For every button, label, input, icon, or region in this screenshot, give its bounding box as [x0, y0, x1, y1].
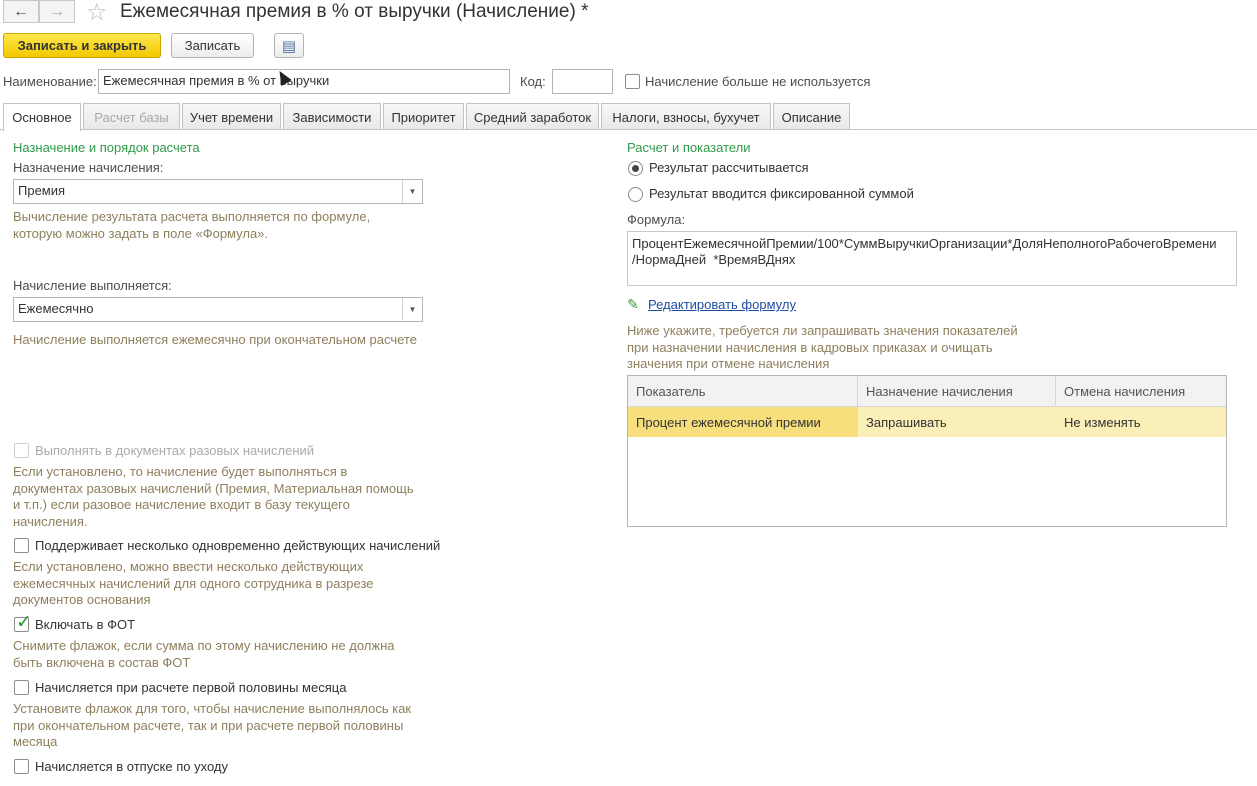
- purpose-hint: Вычисление результата расчета выполняется по формуле, которую можно задать в поле «Формула».: [13, 209, 371, 241]
- name-input[interactable]: Ежемесячная премия в % от выручки: [98, 69, 510, 94]
- dropdown-arrow-icon[interactable]: ▼: [402, 298, 422, 321]
- tab-time-accounting[interactable]: Учет времени: [182, 103, 281, 130]
- table-cell-assignment[interactable]: Запрашивать: [866, 414, 947, 430]
- edit-formula-link[interactable]: Редактировать формулу: [648, 297, 796, 312]
- pencil-icon: ✎: [627, 296, 639, 312]
- purpose-label: Назначение начисления:: [13, 160, 164, 175]
- tab-taxes[interactable]: Налоги, взносы, бухучет: [601, 103, 771, 130]
- executed-hint: Начисление выполняется ежемесячно при окончательном расчете: [13, 332, 417, 347]
- back-arrow-icon: ←: [13, 2, 29, 20]
- table-row[interactable]: [628, 407, 1226, 437]
- executed-value: Ежемесячно: [18, 301, 94, 316]
- tab-priority[interactable]: Приоритет: [383, 103, 464, 130]
- code-label: Код:: [520, 74, 546, 89]
- column-header-indicator[interactable]: Показатель: [628, 376, 858, 407]
- document-button[interactable]: [274, 33, 304, 58]
- table-cell-cancel[interactable]: Не изменять: [1064, 414, 1141, 430]
- one-time-hint: Если установлено, то начисление будет выполняться в документах разовых начислений (Премия, Материальная помощь и т.п.) если разовое начисление входит в базу текущего начисления.: [13, 464, 414, 529]
- first-half-hint: Установите флажок для того, чтобы начисление выполнялось как при окончательном расчете, так и при расчете первой половины месяца: [13, 701, 412, 749]
- tab-description[interactable]: Описание: [773, 103, 850, 130]
- save-button[interactable]: Записать: [171, 33, 254, 58]
- dropdown-arrow-icon[interactable]: ▼: [402, 180, 422, 203]
- forward-arrow-icon: →: [49, 2, 65, 20]
- executed-label: Начисление выполняется:: [13, 278, 172, 293]
- column-header-cancel[interactable]: Отмена начисления: [1064, 384, 1186, 399]
- tab-average-earnings[interactable]: Средний заработок: [466, 103, 599, 130]
- formula-box[interactable]: [627, 231, 1237, 286]
- column-header-assignment[interactable]: Назначение начисления: [858, 376, 1056, 407]
- first-half-label: Начисляется при расчете первой половины месяца: [35, 680, 347, 695]
- unused-checkbox[interactable]: [625, 74, 640, 89]
- window-title: Ежемесячная премия в % от выручки (Начисление) *: [120, 1, 589, 22]
- multiple-label: Поддерживает несколько одновременно действующих начислений: [35, 538, 441, 553]
- tab-base-calculation[interactable]: Расчет базы: [83, 103, 180, 130]
- calculation-section-title: Расчет и показатели: [627, 140, 751, 155]
- table-header: [628, 376, 1226, 407]
- unused-label: Начисление больше не используется: [645, 74, 871, 89]
- code-input[interactable]: [552, 69, 613, 94]
- tab-dependencies[interactable]: Зависимости: [283, 103, 381, 130]
- tab-main[interactable]: Основное: [3, 103, 81, 131]
- first-half-checkbox[interactable]: [14, 680, 29, 695]
- executed-select[interactable]: [13, 297, 423, 322]
- formula-label: Формула:: [627, 212, 686, 227]
- radio-fixed-label: Результат вводится фиксированной суммой: [649, 186, 914, 201]
- formula-line-2: /НормаДней *ВремяВДнях: [632, 252, 796, 267]
- fot-checkbox[interactable]: [14, 612, 32, 633]
- purpose-value: Премия: [18, 183, 66, 198]
- formula-line-1: ПроцентЕжемесячнойПремии/100*СуммВыручкиОрганизации*ДоляНеполногоРабочегоВремени: [632, 236, 1217, 251]
- back-button[interactable]: [3, 0, 39, 23]
- tab-divider: [0, 129, 1257, 130]
- name-label: Наименование:: [3, 74, 97, 89]
- fot-hint: Снимите флажок, если сумма по этому начислению не должна быть включена в состав ФОТ: [13, 638, 395, 670]
- forward-button[interactable]: [39, 0, 75, 23]
- radio-dot-icon: [632, 165, 639, 172]
- table-cell-indicator[interactable]: Процент ежемесячной премии: [628, 407, 858, 437]
- one-time-label: Выполнять в документах разовых начислений: [35, 443, 315, 458]
- document-icon: ▤: [281, 37, 297, 55]
- fot-label: Включать в ФОТ: [35, 617, 136, 632]
- checkmark-icon: ✓: [16, 612, 32, 633]
- multiple-checkbox[interactable]: [14, 538, 29, 553]
- indicators-hint: Ниже укажите, требуется ли запрашивать значения показателей при назначении начисления в кадровых приказах и очищать значения при отмене начисления: [627, 323, 1018, 371]
- radio-calculated[interactable]: [628, 161, 643, 176]
- radio-fixed[interactable]: [628, 187, 643, 202]
- radio-calculated-label: Результат рассчитывается: [649, 160, 809, 175]
- star-icon[interactable]: ☆: [86, 0, 108, 26]
- multiple-hint: Если установлено, можно ввести несколько действующих ежемесячных начислений для одного сотрудника в разрезе документов основания: [13, 559, 374, 607]
- purpose-section-title: Назначение и порядок расчета: [13, 140, 200, 155]
- purpose-select[interactable]: [13, 179, 423, 204]
- leave-checkbox[interactable]: [14, 759, 29, 774]
- leave-label: Начисляется в отпуске по уходу: [35, 759, 229, 774]
- indicators-table[interactable]: [627, 375, 1227, 527]
- one-time-checkbox[interactable]: [14, 443, 29, 458]
- save-and-close-button[interactable]: Записать и закрыть: [3, 33, 161, 58]
